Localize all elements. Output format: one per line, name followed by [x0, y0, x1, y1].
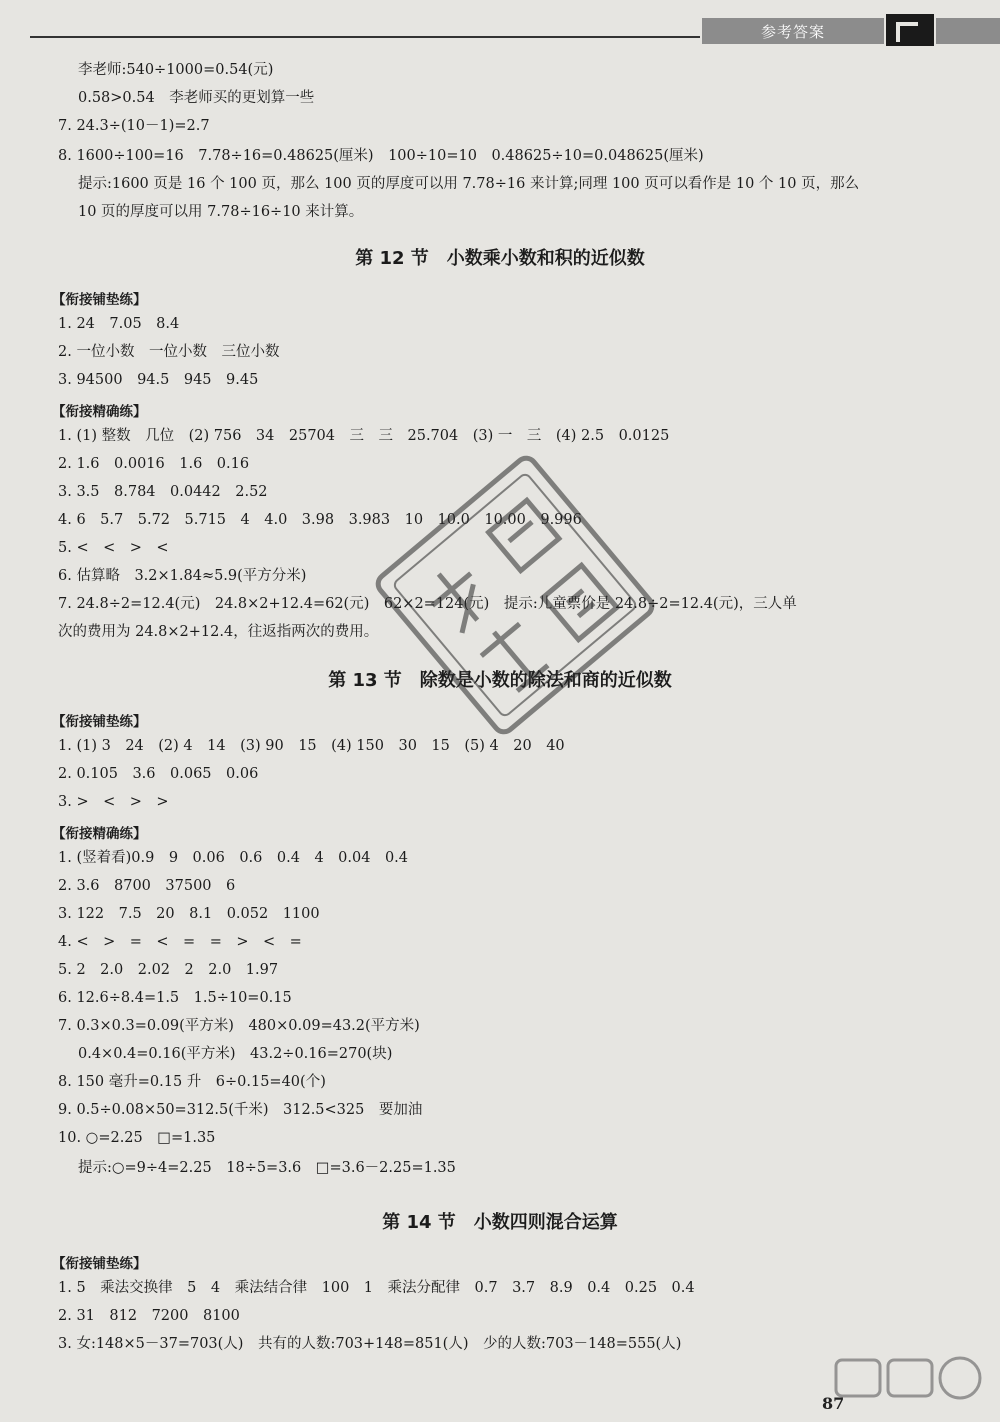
- answer-line: 3. 94500 94.5 945 9.45: [58, 372, 259, 388]
- answer-line: 2. 31 812 7200 8100: [58, 1308, 240, 1324]
- answer-line: 3. 女:148×5－37=703(人) 共有的人数:703+148=851(人) 少的人数:703－148=555(人): [58, 1336, 682, 1352]
- group-label: 【衔接铺垫练】: [52, 292, 147, 308]
- section-title: 第 13 节 除数是小数的除法和商的近似数: [328, 670, 672, 691]
- answer-line: 6. 12.6÷8.4=1.5 1.5÷10=0.15: [58, 990, 292, 1006]
- header-tail-bar: [936, 18, 1000, 44]
- answer-line: 3. 3.5 8.784 0.0442 2.52: [58, 484, 268, 500]
- header-tab: 参考答案: [702, 18, 884, 44]
- answer-line: 1. (1) 3 24 (2) 4 14 (3) 90 15 (4) 150 30 15 (5) 4 20 40: [58, 738, 565, 754]
- answer-line: 3. > < > >: [58, 794, 169, 810]
- answer-line: 4. < > = < = = > < =: [58, 934, 302, 950]
- answer-line: 提示:○=9÷4=2.25 18÷5=3.6 □=3.6－2.25=1.35: [78, 1160, 456, 1176]
- watermark-logo-icon: [832, 1356, 992, 1416]
- answer-line: 8. 150 毫升=0.15 升 6÷0.15=40(个): [58, 1074, 326, 1090]
- answer-line: 7. 0.3×0.3=0.09(平方米) 480×0.09=43.2(平方米): [58, 1018, 420, 1034]
- section-title: 第 14 节 小数四则混合运算: [382, 1212, 618, 1233]
- answer-line: 0.4×0.4=0.16(平方米) 43.2÷0.16=270(块): [78, 1046, 393, 1062]
- answer-line: 6. 估算略 3.2×1.84≈5.9(平方分米): [58, 568, 307, 584]
- answer-line: 1. 5 乘法交换律 5 4 乘法结合律 100 1 乘法分配律 0.7 3.7 8.9 0.4 0.25 0.4: [58, 1280, 695, 1296]
- corner-bracket-icon: [886, 14, 934, 46]
- header-rule: [30, 36, 700, 38]
- answer-line: 10. ○=2.25 □=1.35: [58, 1130, 216, 1146]
- answer-line: 5. < < > <: [58, 540, 169, 556]
- answer-line: 1. 24 7.05 8.4: [58, 316, 180, 332]
- answer-line: 李老师:540÷1000=0.54(元): [78, 62, 274, 78]
- group-label: 【衔接铺垫练】: [52, 1256, 147, 1272]
- answer-line: 4. 6 5.7 5.72 5.715 4 4.0 3.98 3.983 10 10.0 10.00 9.996: [58, 512, 582, 528]
- answer-line: 2. 3.6 8700 37500 6: [58, 878, 236, 894]
- group-label: 【衔接精确练】: [52, 826, 147, 842]
- answer-line: 3. 122 7.5 20 8.1 0.052 1100: [58, 906, 320, 922]
- publisher-stamp-icon: [360, 440, 670, 750]
- answer-line: 9. 0.5÷0.08×50=312.5(千米) 312.5<325 要加油: [58, 1102, 423, 1118]
- answer-line: 1. (1) 整数 几位 (2) 756 34 25704 三 三 25.704 (3) 一 三 (4) 2.5 0.0125: [58, 428, 670, 444]
- answer-line: 提示:1600 页是 16 个 100 页，那么 100 页的厚度可以用 7.78÷16 来计算;同理 100 页可以看作是 10 个 10 页，那么: [78, 176, 860, 192]
- answer-line: 1. (竖着看)0.9 9 0.06 0.6 0.4 4 0.04 0.4: [58, 850, 409, 866]
- answer-line: 10 页的厚度可以用 7.78÷16÷10 来计算。: [78, 204, 364, 220]
- answer-line: 0.58>0.54 李老师买的更划算一些: [78, 90, 315, 106]
- answer-line: 2. 0.105 3.6 0.065 0.06: [58, 766, 259, 782]
- answer-line: 次的费用为 24.8×2+12.4，往返指两次的费用。: [58, 624, 379, 640]
- answer-line: 2. 1.6 0.0016 1.6 0.16: [58, 456, 250, 472]
- group-label: 【衔接精确练】: [52, 404, 147, 420]
- group-label: 【衔接铺垫练】: [52, 714, 147, 730]
- answer-line: 7. 24.3÷(10－1)=2.7: [58, 118, 210, 134]
- section-title: 第 12 节 小数乘小数和积的近似数: [355, 248, 645, 269]
- answer-line: 8. 1600÷100=16 7.78÷16=0.48625(厘米) 100÷10=10 0.48625÷10=0.048625(厘米): [58, 148, 704, 164]
- page-number: 87: [822, 1394, 845, 1413]
- answer-line: 7. 24.8÷2=12.4(元) 24.8×2+12.4=62(元) 62×2=124(元) 提示:儿童票价是 24.8÷2=12.4(元)，三人单: [58, 596, 797, 612]
- answer-line: 2. 一位小数 一位小数 三位小数: [58, 344, 280, 360]
- answer-line: 5. 2 2.0 2.02 2 2.0 1.97: [58, 962, 279, 978]
